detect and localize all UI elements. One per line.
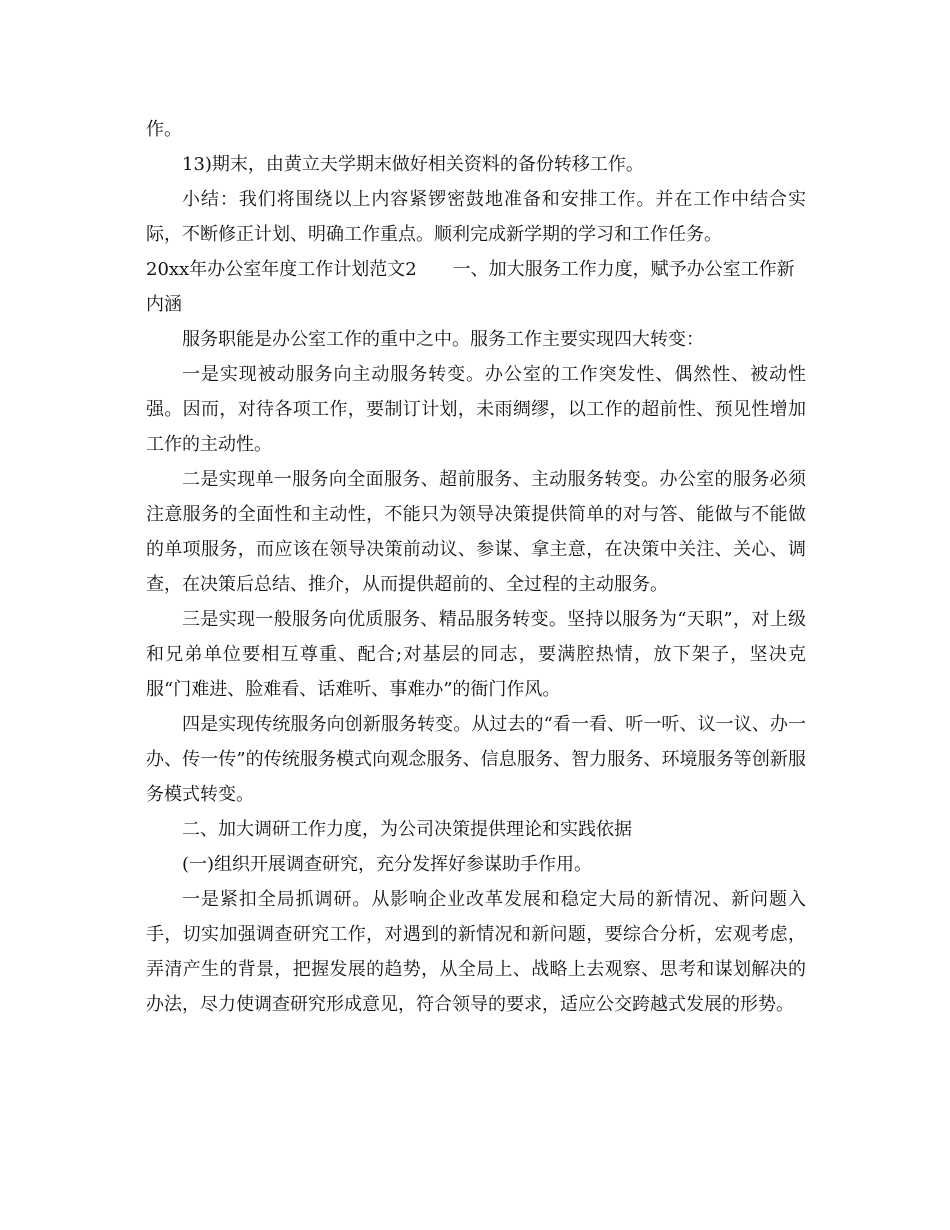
section-title: 20xx年办公室年度工作计划范文2 (146, 259, 417, 280)
paragraph: 服务职能是办公室工作的重中之中。服务工作主要实现四大转变： (182, 329, 704, 350)
section-heading-one: 一、加大服务工作力度，赋予办公室工作新内涵 (146, 259, 795, 315)
list-item-13: 13)期末，由黄立夫学期末做好相关资料的备份转移工作。 (182, 154, 644, 175)
paragraph: 一是实现被动服务向主动服务转变。办公室的工作突发性、偶然性、被动性强。因而，对待各项工作，要制订计划，未雨绸缪，以工作的超前性、预见性增加工作的主动性。 (146, 364, 806, 455)
subsection-heading: (一)组织开展调查研究，充分发挥好参谋助手作用。 (182, 854, 593, 875)
paragraph: 四是实现传统服务向创新服务转变。从过去的“看一看、听一听、议一议、办一办、传一传”的传统服务模式向观念服务、信息服务、智力服务、环境服务等创新服务模式转变。 (146, 714, 806, 805)
document-body (146, 112, 806, 1022)
section-heading-line (146, 252, 806, 322)
summary-paragraph: 小结：我们将围绕以上内容紧锣密鼓地准备和安排工作。并在工作中结合实际，不断修正计划、明确工作重点。顺利完成新学期的学习和工作任务。 (146, 189, 806, 245)
paragraph: 一是紧扣全局抓调研。从影响企业改革发展和稳定大局的新情况、新问题入手，切实加强调查研究工作，对遇到的新情况和新问题，要综合分析，宏观考虑，弄清产生的背景，把握发展的趋势，从全局上、战略上去观察、思考和谋划解决的办法，尽力使调查研究形成意见，符合领导的要求，适应公交跨越式发展的形势。 (146, 889, 806, 1015)
continuation-text: 作。 (146, 119, 182, 140)
section-heading-two: 二、加大调研工作力度，为公司决策提供理论和实践依据 (182, 819, 632, 840)
paragraph: 二是实现单一服务向全面服务、超前服务、主动服务转变。办公室的服务必须注意服务的全面性和主动性，不能只为领导决策提供简单的对与答、能做与不能做的单项服务，而应该在领导决策前动议、参谋、拿主意，在决策中关注、关心、调查，在决策后总结、推介，从而提供超前的、全过程的主动服务。 (146, 469, 806, 595)
paragraph: 三是实现一般服务向优质服务、精品服务转变。坚持以服务为“天职”，对上级和兄弟单位要相互尊重、配合;对基层的同志，要满腔热情，放下架子，坚决克服“门难进、脸难看、话难听、事难办”的衙门作风。 (146, 609, 806, 700)
